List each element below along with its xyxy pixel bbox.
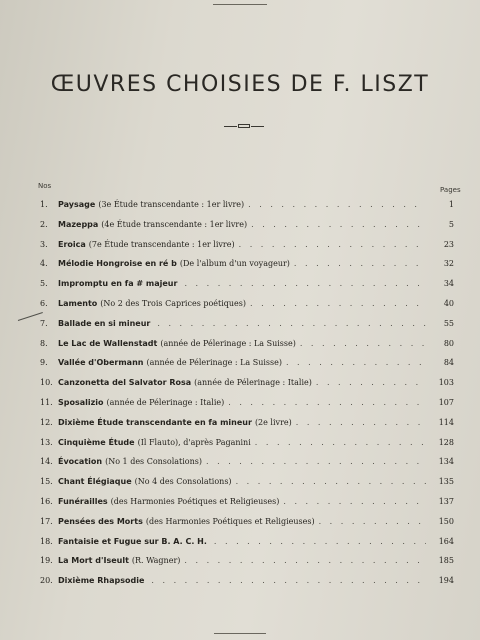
- entry-title: Dixième Rhapsodie: [58, 576, 145, 586]
- entry-page-number: 137: [438, 497, 454, 506]
- entry-number: 2.: [40, 219, 48, 229]
- toc-entry: [40, 453, 454, 471]
- entry-description: (année de Pélerinage : Italie): [106, 398, 225, 407]
- entry-number: 20.: [40, 576, 53, 586]
- entry-description: (No 1 des Consolations): [105, 457, 203, 467]
- toc-entry: [40, 434, 454, 452]
- entry-description: (année de Pélerinage : La Suisse): [146, 358, 282, 368]
- leader-dots: [319, 513, 426, 531]
- entry-description: (année de Pélerinage : La Suisse): [160, 338, 296, 348]
- entry-title: Canzonetta del Salvator Rosa: [58, 378, 192, 388]
- entry-title: Vallée d'Obermann: [58, 358, 144, 368]
- toc-entry: [40, 473, 454, 491]
- entry-description: (des Harmonies Poétiques et Religieuses): [110, 497, 280, 506]
- entry-page-number: 194: [438, 576, 454, 586]
- leader-dots: [214, 533, 426, 551]
- entry-page-number: 32: [443, 259, 454, 269]
- entry-page-number: 150: [438, 516, 454, 526]
- entry-title: Funérailles: [58, 497, 108, 506]
- entry-description: (Il Flauto), d'après Paganini: [137, 437, 251, 447]
- entry-description: (No 2 des Trois Caprices poétiques): [100, 299, 247, 308]
- leader-dots: [184, 275, 426, 293]
- leader-dots: [206, 453, 426, 471]
- entry-number: 15.: [40, 477, 53, 487]
- toc-entry: [40, 552, 454, 570]
- page-title: ŒUVRES CHOISIES DE F. LISZT: [50, 72, 430, 97]
- entry-number: 18.: [40, 536, 53, 546]
- entry-page-number: 5: [448, 219, 454, 229]
- entry-title: Dixième Étude transcendante en fa mineur: [58, 417, 252, 427]
- entry-title: Mazeppa: [58, 219, 99, 229]
- entry-description: (7e Étude transcendante : 1er livre): [88, 239, 235, 249]
- leader-dots: [300, 335, 426, 353]
- toc-entry: [40, 216, 454, 234]
- entry-description: (R. Wagner): [131, 556, 181, 566]
- leader-dots: [283, 493, 426, 511]
- leader-dots: [294, 255, 426, 273]
- entry-page-number: 84: [443, 358, 454, 368]
- entry-page-number: 103: [438, 378, 454, 388]
- entry-number: 3.: [40, 239, 48, 249]
- entry-page-number: 34: [443, 279, 454, 289]
- entry-page-number: 114: [438, 417, 454, 427]
- entry-title: Sposalizio: [58, 398, 104, 407]
- toc-entry: [40, 533, 454, 551]
- entry-number: 1.: [40, 200, 48, 209]
- leader-dots: [151, 572, 426, 590]
- entry-title: Paysage: [58, 200, 96, 209]
- entry-number: 11.: [40, 398, 53, 407]
- entry-title: Eroica: [58, 239, 86, 249]
- entry-title: Pensées des Morts: [58, 516, 143, 526]
- entry-description: (No 4 des Consolations): [134, 477, 232, 487]
- entry-page-number: 164: [438, 536, 454, 546]
- top-rule: [213, 4, 267, 5]
- leader-dots: [316, 374, 426, 392]
- entry-page-number: 40: [443, 299, 454, 308]
- entry-page-number: 1: [448, 200, 454, 209]
- entry-title: Mélodie Hongroise en ré b: [58, 259, 177, 269]
- toc-entry: [40, 414, 454, 432]
- entry-page-number: 135: [438, 477, 454, 487]
- entry-page-number: 185: [438, 556, 454, 566]
- entry-number: 5.: [40, 279, 48, 289]
- leader-dots: [157, 315, 426, 333]
- entry-title: Cinquième Étude: [58, 437, 135, 447]
- entry-number: 10.: [40, 378, 53, 388]
- entry-number: 14.: [40, 457, 53, 467]
- entry-page-number: 107: [438, 398, 454, 407]
- entry-number: 12.: [40, 417, 53, 427]
- entry-page-number: 134: [438, 457, 454, 467]
- entry-description: (2e livre): [254, 417, 292, 427]
- entry-title: Lamento: [58, 299, 98, 308]
- entry-page-number: 23: [443, 239, 454, 249]
- toc-entry: [40, 335, 454, 353]
- entry-page-number: 128: [438, 437, 454, 447]
- toc-entry: [40, 572, 454, 590]
- entry-number: 13.: [40, 437, 53, 447]
- entry-number: 16.: [40, 497, 53, 506]
- entry-number: 4.: [40, 259, 48, 269]
- entry-title: Le Lac de Wallenstadt: [58, 338, 158, 348]
- bottom-rule: [214, 633, 266, 634]
- leader-dots: [251, 216, 426, 234]
- toc-entry: [40, 354, 454, 372]
- leader-dots: [184, 552, 426, 570]
- leader-dots: [239, 236, 426, 254]
- entry-description: (année de Pélerinage : Italie): [194, 378, 312, 388]
- toc-entry: [40, 236, 454, 254]
- leader-dots: [250, 295, 426, 313]
- toc-entry: [40, 374, 454, 392]
- toc-entry: [40, 196, 454, 214]
- entry-number: 8.: [40, 338, 48, 348]
- entry-number: 19.: [40, 556, 53, 566]
- ornament-divider: [224, 124, 264, 128]
- entry-number: 17.: [40, 516, 53, 526]
- leader-dots: [255, 434, 426, 452]
- entry-title: Chant Élégiaque: [58, 477, 132, 487]
- leader-dots: [248, 196, 426, 214]
- entry-description: (des Harmonies Poétiques et Religieuses): [145, 516, 315, 526]
- toc-entry: [40, 295, 454, 313]
- entry-title: La Mort d'Iseult: [58, 556, 129, 566]
- entry-description: (4e Étude transcendante : 1er livre): [101, 219, 248, 229]
- entry-title: Fantaisie et Fugue sur B. A. C. H.: [58, 536, 207, 546]
- entry-number: 9.: [40, 358, 48, 368]
- entry-number: 6.: [40, 299, 48, 308]
- entry-page-number: 55: [443, 318, 454, 328]
- entry-description: (3e Étude transcendante : 1er livre): [98, 200, 245, 209]
- number-column-header: Nos: [38, 182, 52, 190]
- toc-entry: [40, 394, 454, 412]
- entry-title: Impromptu en fa # majeur: [58, 279, 178, 289]
- entry-title: Évocation: [58, 457, 103, 467]
- toc-entry: [40, 513, 454, 531]
- leader-dots: [228, 394, 426, 412]
- pages-column-header: Pages: [440, 186, 461, 194]
- entry-number: 7.: [40, 318, 48, 328]
- leader-dots: [286, 354, 426, 372]
- toc-entry: [40, 315, 454, 333]
- toc-entry: [40, 493, 454, 511]
- leader-dots: [296, 414, 426, 432]
- toc-entry: [40, 275, 454, 293]
- leader-dots: [236, 473, 426, 491]
- toc-entry: [40, 255, 454, 273]
- entry-description: (De l'album d'un voyageur): [179, 259, 290, 269]
- entry-page-number: 80: [443, 338, 454, 348]
- entry-title: Ballade en si mineur: [58, 318, 151, 328]
